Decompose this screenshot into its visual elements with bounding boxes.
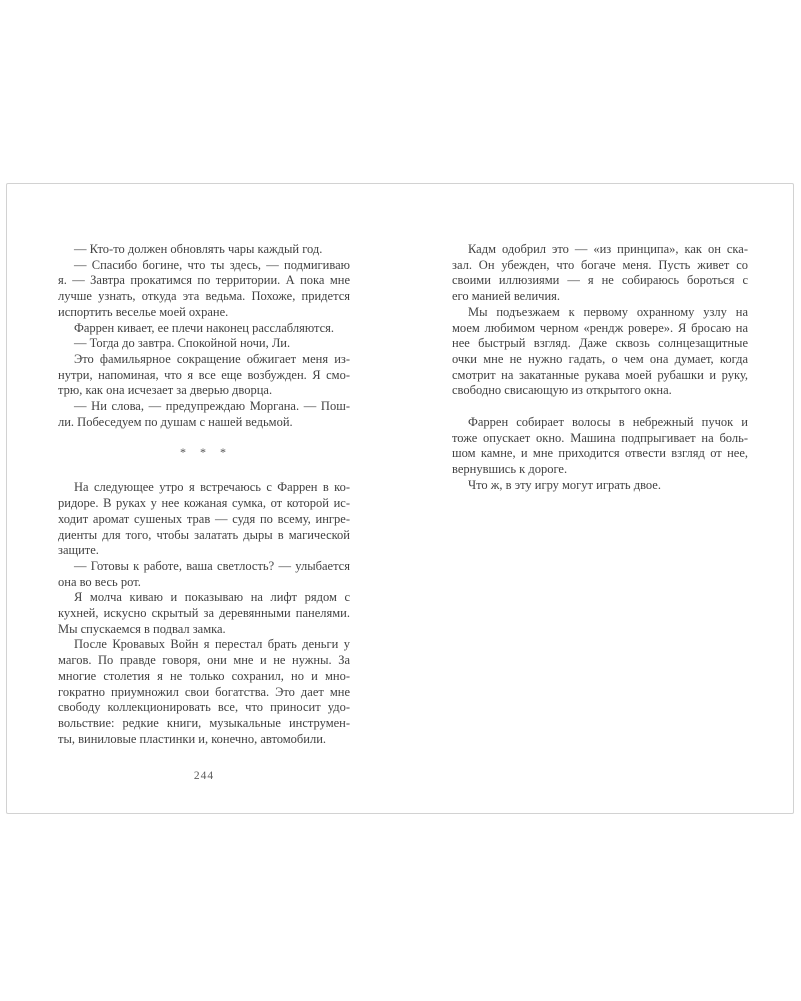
text-line: Я молча киваю и показываю на лифт рядом с: [74, 590, 350, 605]
paragraph: [58, 590, 350, 637]
text-line: моем любимом черном «рендж ровере». Я бросаю на: [452, 320, 748, 335]
text-line: многие столетия я не только сохранил, но и мно-: [58, 668, 350, 683]
text-line: Фаррен кивает, ее плечи наконец расслабляются.: [74, 320, 335, 335]
text-line: Кадм одобрил это — «из принципа», как он ска-: [468, 242, 748, 256]
text-line: свободу коллекционировать все, что приносит удо-: [58, 700, 350, 715]
text-line: нутри, напоминая, что я все еще возбужден. Я смо-: [58, 367, 350, 382]
text-line: лучше узнать, откуда эта ведьма. Похоже, придется: [58, 289, 350, 304]
text-line: его манией величия.: [452, 289, 561, 304]
text-line: нее быстрый взгляд. Даже сквозь солнцезащитные: [452, 336, 748, 351]
text-line: защите.: [58, 543, 99, 558]
text-line: зал. Он убежден, что богаче меня. Пусть живет со: [452, 257, 748, 272]
text-line: очки мне не нужно гадать, о чем она думает, когда: [452, 351, 748, 366]
text-line: магов. По правде говоря, они мне и не нужны. За: [58, 653, 350, 668]
paragraph: [58, 637, 350, 747]
paragraph: [58, 352, 350, 399]
text-line: После Кровавых Войн я перестал брать деньги у: [74, 637, 350, 652]
text-line: Мы подъезжаем к первому охранному узлу на: [468, 304, 748, 319]
text-line: — Ни слова, — предупреждаю Моргана. — Пош-: [74, 399, 350, 414]
text-line: — Готовы к работе, ваша светлость? — улыбается: [74, 558, 350, 573]
paragraph: [58, 242, 350, 258]
text-line: ридоре. В руках у нее кожаная сумка, от которой ис-: [58, 496, 350, 511]
text-line: смотрит на закатанные рукава моей рубашки и руку,: [452, 367, 748, 382]
right-text-column: [452, 242, 748, 494]
paragraph: [58, 321, 350, 337]
left-text-column: [58, 242, 350, 747]
text-line: своими иллюзиями — я не собираюсь бороться с: [452, 273, 748, 288]
text-line: шом камне, и мне приходится отвести взгляд от нее,: [452, 446, 748, 461]
text-line: кухней, искусно скрытый за деревянными панелями.: [58, 606, 350, 621]
paragraph: [452, 242, 748, 305]
scene-break-gap: [452, 399, 748, 415]
paragraph: [452, 415, 748, 478]
text-line: вольствие: редкие книги, музыкальные инструмен-: [58, 715, 350, 730]
text-line: тоже опускает окно. Машина подпрыгивает на боль-: [452, 430, 748, 445]
paragraph: [58, 258, 350, 321]
text-line: Фаррен собирает волосы в небрежный пучок и: [468, 415, 748, 430]
text-line: она во весь рот.: [58, 574, 141, 589]
text-line: ходит аромат сушеных трав — судя по всему, ингре-: [58, 511, 350, 526]
paragraph: [452, 305, 748, 399]
text-line: диенты для того, чтобы залатать дыры в магической: [58, 527, 350, 542]
paragraph: [58, 336, 350, 352]
text-line: трю, как она исчезает за дверью дворца.: [58, 383, 273, 398]
text-line: Мы спускаемся в подвал замка.: [58, 621, 226, 636]
paragraph: [58, 399, 350, 430]
text-line: — Спасибо богине, что ты здесь, — подмигиваю: [74, 257, 350, 272]
paragraph: [58, 559, 350, 590]
book-page: [6, 183, 794, 814]
text-line: гократно приумножил свои богатства. Это дает мне: [58, 684, 350, 699]
scene-break-asterisks: * * *: [180, 445, 228, 460]
paragraph: [58, 480, 350, 559]
text-line: Что ж, в эту игру могут играть двое.: [468, 477, 661, 492]
paragraph: [452, 478, 748, 494]
page-number: 244: [193, 770, 215, 782]
text-line: — Кто-то должен обновлять чары каждый год.: [74, 242, 323, 256]
text-line: испортить веселье моей охране.: [58, 304, 229, 319]
text-line: — Тогда до завтра. Спокойной ночи, Ли.: [74, 336, 291, 351]
text-line: свободно свисающую из открытого окна.: [452, 383, 672, 398]
text-line: я. — Завтра прокатимся по территории. А пока мне: [58, 273, 350, 288]
text-line: Это фамильярное сокращение обжигает меня из-: [74, 351, 350, 366]
text-line: ли. Побеседуем по душам с нашей ведьмой.: [58, 414, 293, 429]
text-line: вернувшись к дороге.: [452, 462, 568, 477]
text-line: На следующее утро я встречаюсь с Фаррен в ко-: [74, 480, 350, 495]
text-line: ты, виниловые пластинки и, конечно, автомобили.: [58, 731, 327, 746]
